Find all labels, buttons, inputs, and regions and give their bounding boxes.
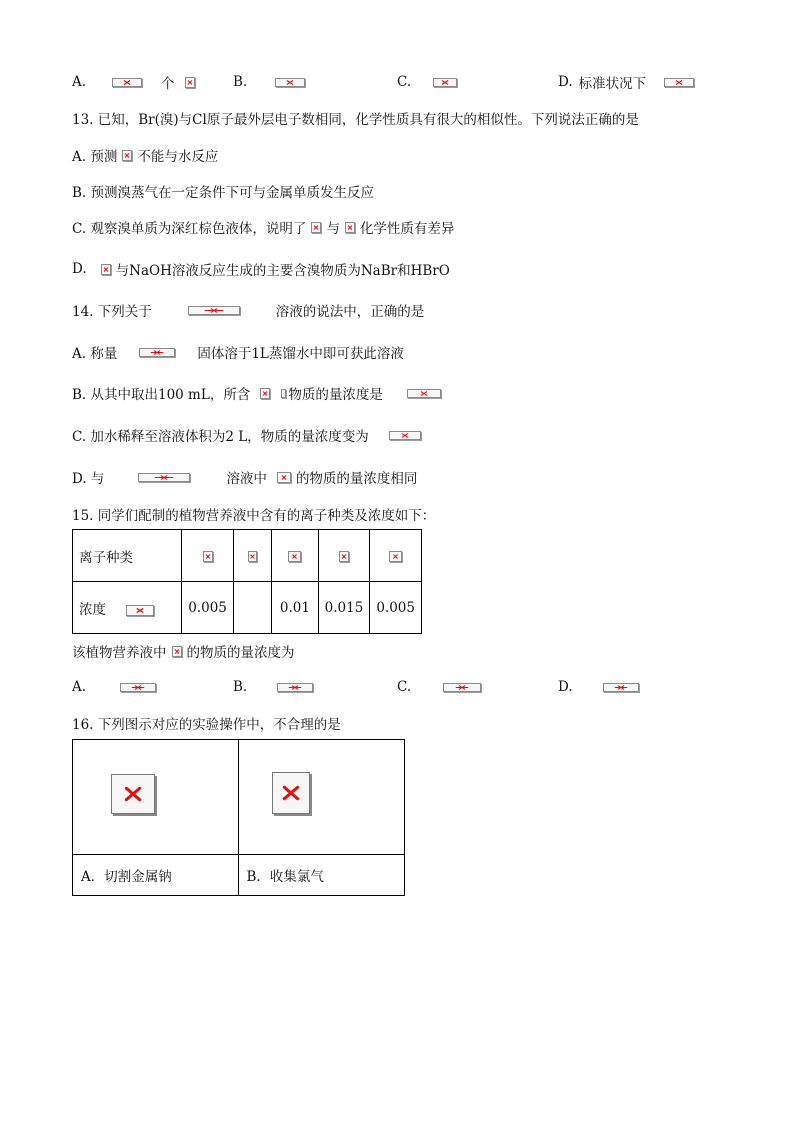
formula-image-icon bbox=[277, 472, 291, 483]
concentration-value: 0.005 bbox=[182, 582, 234, 634]
table-row bbox=[73, 855, 405, 896]
q14-option-b bbox=[72, 383, 446, 403]
q14-stem bbox=[72, 300, 424, 320]
ion-cell bbox=[318, 530, 370, 582]
table-row bbox=[73, 740, 405, 855]
q14-c-text: C. 加水稀释至溶液体积为2 L，物质的量浓度变为 bbox=[72, 429, 369, 445]
q16-stem: 16. 下列图示对应的实验操作中，不合理的是 bbox=[72, 717, 341, 733]
formula-image-icon bbox=[122, 150, 132, 161]
formula-image-icon bbox=[101, 264, 111, 275]
formula-image-icon bbox=[433, 78, 457, 87]
q12-a-text: 个 bbox=[161, 76, 175, 92]
formula-image-icon bbox=[172, 646, 182, 657]
formula-image-icon bbox=[260, 388, 270, 399]
q15-option-d bbox=[558, 677, 644, 697]
q12-d-label: D. bbox=[558, 74, 573, 90]
q14-d-suffix: 的物质的量浓度相同 bbox=[295, 471, 418, 487]
q13-option-c bbox=[72, 217, 454, 237]
q13-option-d bbox=[72, 259, 450, 279]
concentration-value: 0.005 bbox=[370, 582, 422, 634]
q15-stem: 15. 同学们配制的植物营养液中含有的离子种类及浓度如下： bbox=[72, 508, 436, 524]
q14-a-prefix: A. 称量 bbox=[72, 346, 118, 362]
formula-image-icon bbox=[443, 683, 481, 692]
q15-b-label: B. bbox=[233, 679, 248, 695]
q14-stem-suffix: 溶液的说法中，正确的是 bbox=[275, 304, 425, 320]
broken-image-icon bbox=[272, 772, 310, 814]
formula-image-icon bbox=[345, 222, 355, 233]
q13-d-suffix: 与NaOH溶液反应生成的主要含溴物质为NaBr和HBrO bbox=[115, 263, 450, 279]
formula-image-icon bbox=[603, 683, 639, 692]
formula-image-icon bbox=[311, 222, 321, 233]
concentration-value bbox=[233, 582, 271, 634]
q12-b-label: B. bbox=[233, 74, 248, 90]
q14-b-suffix: 物质的量浓度是 bbox=[288, 387, 383, 403]
formula-image-icon bbox=[407, 389, 441, 398]
experiment-figure-table bbox=[72, 739, 405, 896]
figure-cell-b bbox=[238, 740, 405, 855]
q15-option-b bbox=[233, 677, 318, 697]
formula-image-icon bbox=[275, 78, 305, 87]
q13-a-prefix: A. 预测 bbox=[72, 149, 118, 165]
q13-c-mid: 与 bbox=[326, 221, 340, 237]
q12-option-b bbox=[233, 72, 310, 92]
q14-option-d bbox=[72, 467, 417, 487]
formula-image-icon bbox=[339, 551, 349, 562]
q12-d-text: 标准状况下 bbox=[578, 76, 647, 92]
caption-b: B．收集氯气 bbox=[238, 855, 405, 896]
table-row bbox=[73, 530, 422, 582]
concentration-value: 0.01 bbox=[272, 582, 319, 634]
formula-image-icon bbox=[664, 78, 694, 87]
ion-cell bbox=[233, 530, 271, 582]
q13-c-prefix: C. 观察溴单质为深红棕色液体，说明了 bbox=[72, 221, 307, 237]
q15-option-c bbox=[397, 677, 486, 697]
q13-option-b: B. 预测溴蒸气在一定条件下可与金属单质发生反应 bbox=[72, 185, 375, 201]
concentration-value: 0.015 bbox=[318, 582, 370, 634]
q14-option-c bbox=[72, 425, 426, 445]
q15-a-label: A. bbox=[72, 679, 87, 695]
q14-d-prefix: D. 与 bbox=[72, 471, 105, 487]
q13-c-suffix: 化学性质有差异 bbox=[359, 221, 455, 237]
q12-c-label: C. bbox=[397, 74, 412, 90]
q14-stem-prefix: 14. 下列关于 bbox=[72, 304, 152, 320]
q12-a-label: A. bbox=[72, 74, 87, 90]
q12-option-c bbox=[397, 72, 462, 92]
q15-d-label: D. bbox=[558, 679, 573, 695]
q15-c-label: C. bbox=[397, 679, 412, 695]
ion-cell bbox=[182, 530, 234, 582]
ion-cell bbox=[272, 530, 319, 582]
q15-question-suffix: 的物质的量浓度为 bbox=[186, 645, 295, 661]
formula-image-icon bbox=[288, 551, 301, 562]
q12-option-a bbox=[72, 72, 200, 92]
formula-image-icon bbox=[203, 551, 213, 562]
q14-a-suffix: 固体溶于1L蒸馏水中即可获此溶液 bbox=[197, 346, 404, 362]
ion-concentration-table bbox=[72, 529, 422, 634]
q13-a-suffix: 不能与水反应 bbox=[137, 149, 219, 165]
caption-a: A．切割金属钠 bbox=[73, 855, 239, 896]
formula-image-icon bbox=[389, 551, 402, 562]
table-header-concentration bbox=[73, 582, 182, 634]
formula-image-icon bbox=[138, 473, 190, 482]
q15-question bbox=[72, 641, 295, 661]
figure-cell-a bbox=[73, 740, 239, 855]
formula-image-icon bbox=[139, 348, 175, 357]
q14-option-a bbox=[72, 342, 404, 362]
formula-image-icon bbox=[188, 306, 240, 315]
q13-stem: 13. 已知，Br(溴)与Cl原子最外层电子数相同，化学性质具有很大的相似性。下列说法正确的是 bbox=[72, 112, 639, 128]
q13-d-prefix: D. bbox=[72, 261, 87, 277]
concentration-label: 浓度 bbox=[79, 601, 106, 618]
q14-d-mid: 溶液中 bbox=[226, 471, 267, 487]
formula-image-icon bbox=[281, 389, 286, 398]
formula-image-icon bbox=[248, 551, 257, 562]
formula-image-icon bbox=[389, 431, 421, 440]
q15-option-a bbox=[72, 677, 161, 697]
formula-image-icon bbox=[185, 77, 195, 88]
q13-option-a bbox=[72, 145, 218, 165]
table-row bbox=[73, 582, 422, 634]
q15-question-prefix: 该植物营养液中 bbox=[72, 645, 167, 661]
formula-image-icon bbox=[112, 78, 142, 87]
ion-cell bbox=[370, 530, 422, 582]
q14-b-prefix: B. 从其中取出100 mL，所含 bbox=[72, 387, 251, 403]
table-header-ion-type: 离子种类 bbox=[73, 530, 182, 582]
formula-image-icon bbox=[126, 605, 154, 616]
formula-image-icon bbox=[120, 683, 156, 692]
broken-image-icon bbox=[111, 774, 155, 814]
q12-option-d bbox=[558, 72, 699, 92]
formula-image-icon bbox=[277, 683, 313, 692]
